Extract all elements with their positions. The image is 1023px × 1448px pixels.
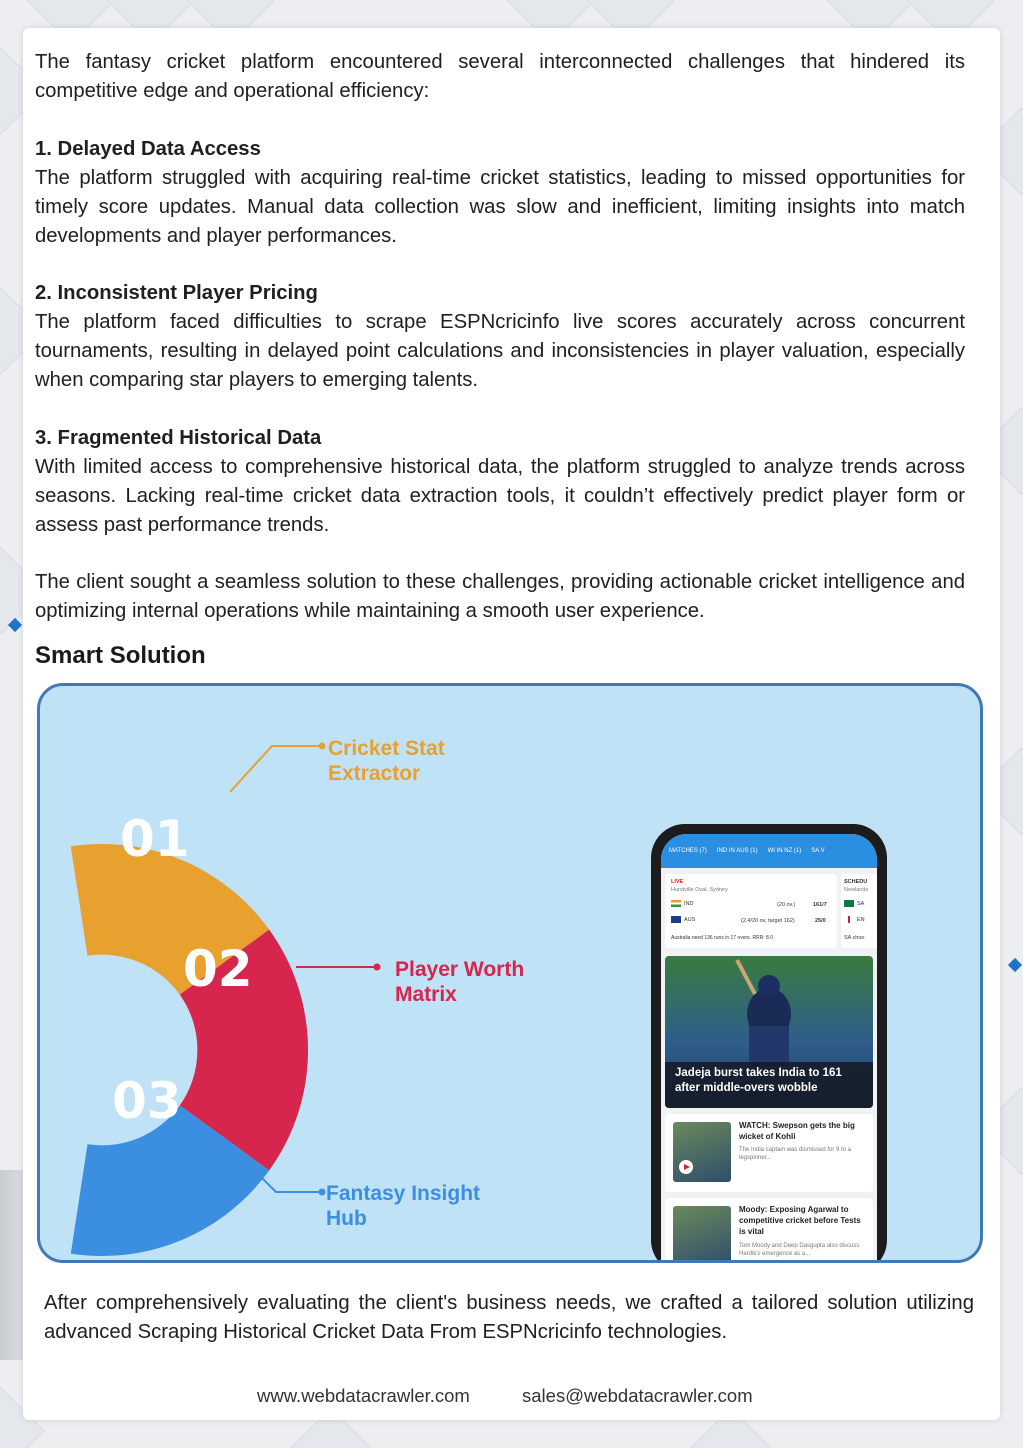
match-status: Australia need 136 runs in 17 overs. RRR: 8.0 xyxy=(671,935,773,941)
england-flag-icon xyxy=(844,916,854,923)
tab-wi-nz: WI IN NZ (1) xyxy=(767,848,802,854)
stage-3-label: Fantasy Insight Hub xyxy=(326,1182,481,1230)
schedule-note: SA choo xyxy=(844,935,865,941)
team1-score: 161/7 xyxy=(813,902,827,908)
schedule-card xyxy=(841,874,877,948)
intro-paragraph: The fantasy cricket platform encountered several interconnected challenges that hindered its competitive edge and operational efficiency: xyxy=(35,51,965,102)
summary-paragraph: After comprehensively evaluating the client's business needs, we crafted a tailored solution utilizing advanced Scraping Historical Cricket Data From ESPNcricinfo technologies. xyxy=(44,1292,974,1343)
south-africa-flag-icon xyxy=(844,900,854,907)
phone-screen xyxy=(661,834,877,1263)
tab-matches: MATCHES (7) xyxy=(669,848,707,854)
story-summary: Tom Moody and Deep Dasgupta also discuss Hardik's emergence as a... xyxy=(739,1243,860,1257)
story-card xyxy=(665,1198,873,1263)
stage-1-number: 01 xyxy=(120,810,190,868)
challenge-2-title: 2. Inconsistent Player Pricing xyxy=(35,282,318,304)
story-card xyxy=(665,1114,873,1192)
challenge-3-text: With limited access to comprehensive historical data, the platform struggled to analyze trends across seasons. Lacking real-time cricket data extraction tools, it couldn’t effectively predict player form or assess past performance trends. xyxy=(35,456,965,536)
team2-score: 25/0 xyxy=(815,918,826,924)
tab-ind-aus: IND IN AUS (1) xyxy=(716,848,758,854)
closing-paragraph: The client sought a seamless solution to these challenges, providing actionable cricket intelligence and optimizing internal operations while maintaining a smooth user experience. xyxy=(35,571,965,622)
email-link[interactable]: sales@webdatacrawler.com xyxy=(522,1385,753,1406)
schedule-venue: Newlands xyxy=(844,887,869,893)
story-summary: The India captain was dismissed for 9 to a legspinner... xyxy=(739,1147,852,1161)
story-thumbnail xyxy=(673,1206,731,1263)
schedule-header: SCHEDU xyxy=(844,879,868,885)
phone-mockup xyxy=(651,824,887,1263)
website-link[interactable]: www.webdatacrawler.com xyxy=(257,1385,470,1406)
tab-sa: SA V xyxy=(811,848,825,854)
story-title: WATCH: Swepson gets the big wicket of Kohli xyxy=(739,1121,855,1141)
solution-infographic xyxy=(37,683,983,1263)
stage-2-label: Player Worth Matrix xyxy=(395,958,525,1006)
live-badge: LIVE xyxy=(671,879,684,885)
story-thumbnail xyxy=(673,1122,731,1182)
schedule-team2: EN xyxy=(857,916,865,923)
venue-text: Hurstville Oval, Sydney xyxy=(671,887,728,893)
challenge-2-text: The platform faced difficulties to scrape ESPNcricinfo live scores accurately across concurrent tournaments, resulting in delayed point calculations and inconsistencies in player valuation, especially when comparing star players to emerging talents. xyxy=(35,311,965,391)
document-page xyxy=(23,28,1000,1420)
stage-2-number: 02 xyxy=(183,940,253,998)
stage-1-label: Cricket Stat Extractor xyxy=(328,737,445,785)
headline-text: Jadeja burst takes India to 161 after middle-overs wobble xyxy=(675,1067,842,1094)
india-flag-icon xyxy=(671,900,681,907)
team1-name: IND xyxy=(684,900,694,907)
stage-3-number: 03 xyxy=(112,1072,182,1130)
play-icon xyxy=(679,1160,693,1174)
challenge-1-title: 1. Delayed Data Access xyxy=(35,138,261,160)
stage-1-connector xyxy=(230,746,322,792)
score-card xyxy=(665,874,837,948)
team2-note: (2.4/20 ov, target 162) xyxy=(741,918,795,924)
challenge-3-title: 3. Fragmented Historical Data xyxy=(35,427,322,449)
schedule-team1: SA xyxy=(857,900,865,907)
team2-name: AUS xyxy=(684,916,696,923)
team1-overs: (20 ov.) xyxy=(777,902,796,908)
challenge-1-text: The platform struggled with acquiring real-time cricket statistics, leading to missed opportunities for timely score updates. Manual data collection was slow and inefficient, limiting insights into match developments and player performances. xyxy=(35,167,965,247)
story-title: Moody: Exposing Agarwal to competitive cricket before Tests is vital xyxy=(739,1205,861,1236)
australia-flag-icon xyxy=(671,916,681,923)
match-tabs xyxy=(661,834,877,868)
section-title: Smart Solution xyxy=(35,642,206,669)
headline-news-card xyxy=(665,956,873,1108)
